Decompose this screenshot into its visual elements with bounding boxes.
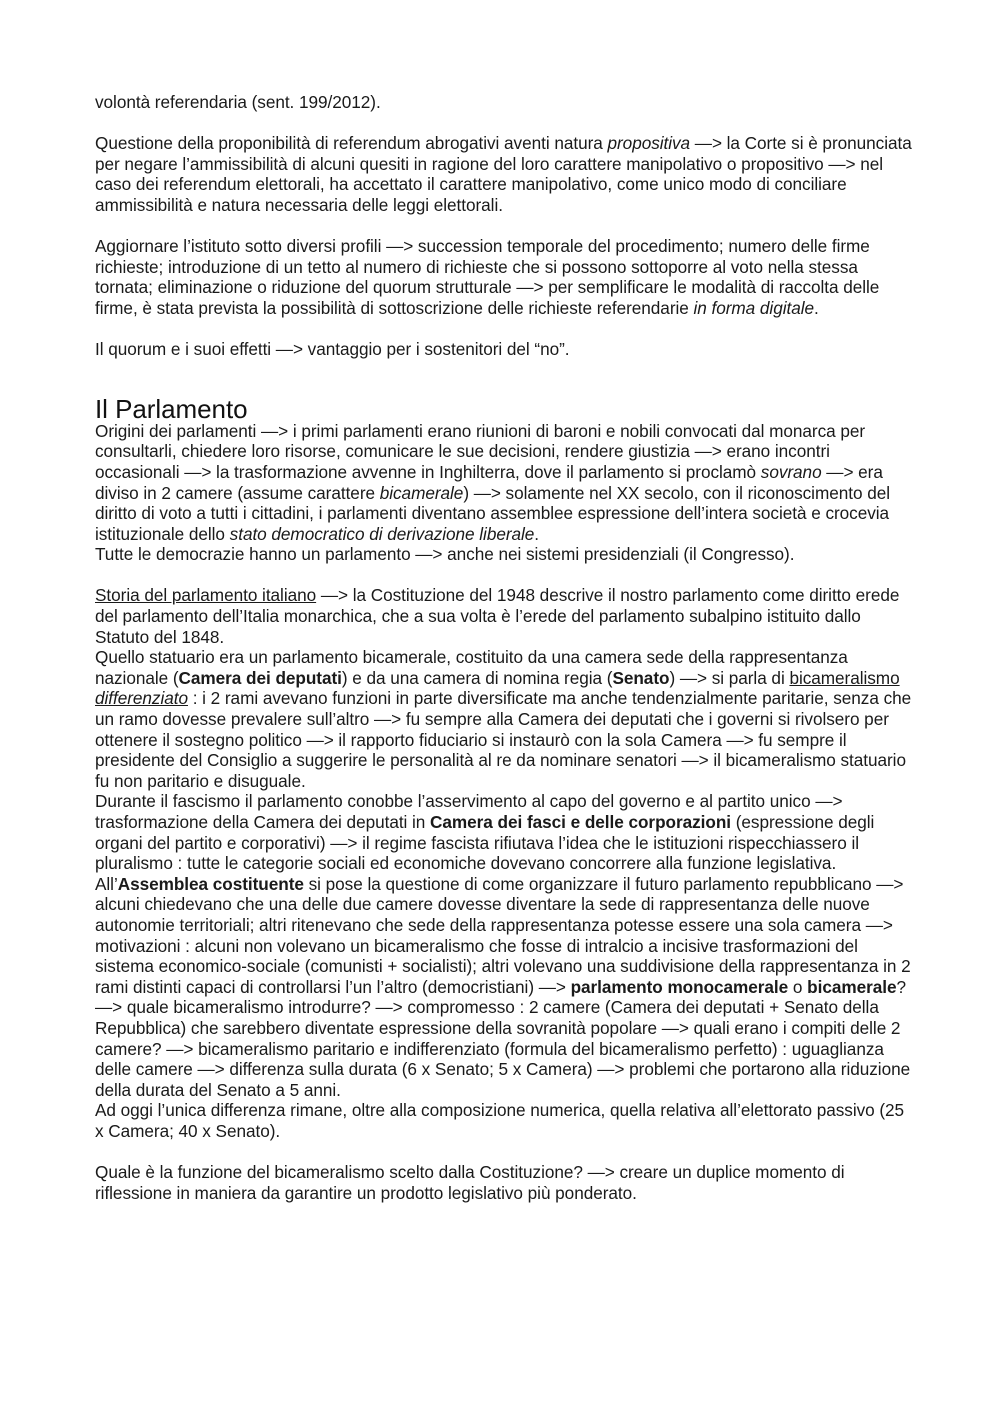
document-page: [95, 92, 915, 1203]
paragraph-quorum: Il quorum e i suoi effetti —> vantaggio per i sostenitori del “no”.: [95, 339, 570, 360]
paragraph-italian-history: Storia del parlamento italiano —> la Costituzione del 1948 descrive il nostro parlamento come diritto erede del parlamento dell’Italia monarchica, che a sua volta è l’erede del parlamento subalpino istituito dallo Statuto del 1848.: [95, 585, 900, 647]
paragraph-function-bicameralism: Quale è la funzione del bicameralismo scelto dalla Costituzione? —> creare un duplice momento di riflessione in maniera da garantire un prodotto legislativo più ponderato.: [95, 1162, 845, 1203]
paragraph-democracies: Tutte le democrazie hanno un parlamento —> anche nei sistemi presidenziali (il Congresso).: [95, 544, 795, 565]
paragraph-propositive-referendum: Questione della proponibilità di referendum abrogativi aventi natura propositiva —> la Corte si è pronunciata per negare l’ammissibilità di alcuni quesiti in ragione del loro carattere manipolativo o propositivo —> nel caso dei referendum elettorali, ha accettato il carattere manipolativo, come unico modo di conciliare ammissibilità e natura necessaria delle leggi elettorali.: [95, 133, 912, 215]
paragraph-fascism: Durante il fascismo il parlamento conobbe l’asservimento al capo del governo e al partito unico —> trasformazione della Camera dei deputati in Camera dei fasci e delle corporazioni (espressione degli organi del partito e corporativi) —> il regime fascista rifiutava l’idea che le istituzioni rispecchiassero il pluralismo : tutte le categorie sociali ed economiche dovevano concorrere alla funzione legislativa.: [95, 791, 875, 874]
paragraph-referendum-will: volontà referendaria (sent. 199/2012).: [95, 92, 381, 112]
paragraph-update-institute: Aggiornare l’istituto sotto diversi profili —> succession temporale del procedimento; numero delle firme richieste; introduzione di un tetto al numero di richieste che si possono sottoporre al voto nella stessa tornata; eliminazione o riduzione del quorum strutturale —> per semplificare le modalità di raccolta delle firme, è stata prevista la possibilità di sottoscrizione delle richieste referendarie in forma digitale.: [95, 236, 880, 318]
paragraph-statutory-parliament: Quello statuario era un parlamento bicamerale, costituito da una camera sede della rappresentanza nazionale (Camera dei deputati) e da una camera di nomina regia (Senato) —> si parla di bicameralismo differenziato : i 2 rami avevano funzioni in parte diversificate ma anche tendenzialmente paritarie, senza che un ramo dovesse prevalere sull’altro —> fu sempre alla Camera dei deputati che i governi si rivolsero per ottenere il sostegno politico —> il rapporto fiduciario si instaurò con la sola Camera —> fu sempre il presidente del Consiglio a suggerire le personalità al re da nominare senatori —> il bicameralismo statuario fu non paritario e disuguale.: [95, 647, 912, 791]
section-heading-parliament: Il Parlamento: [95, 393, 248, 424]
paragraph-today-difference: Ad oggi l’unica differenza rimane, oltre alla composizione numerica, quella relativa all’elettorato passivo (25 x Camera; 40 x Senato).: [95, 1100, 905, 1141]
paragraph-origins: Origini dei parlamenti —> i primi parlamenti erano riunioni di baroni e nobili convocati dal monarca per consultarli, chiedere loro risorse, comunicare le sue decisioni, rendere giustizia —> erano incontri occasionali —> la trasformazione avvenne in Inghilterra, dove il parlamento si proclamò sovrano —> era diviso in 2 camere (assume carattere bicamerale) —> solamente nel XX secolo, con il riconoscimento del diritto di voto a tutti i cittadini, i parlamenti diventano assemblee espressione dell’intera società e crocevia istituzionale dello stato democratico di derivazione liberale.: [95, 420, 890, 544]
paragraph-constituent-assembly: All’Assemblea costituente si pose la questione di come organizzare il futuro parlamento repubblicano —> alcuni chiedevano che una delle due camere dovesse diventare la sede di rappresentanza delle nuove autonomie territoriali; altri ritenevano che sede della rappresentanza potesse essere una sola camera —> motivazioni : alcuni non volevano un bicameralismo che fosse di intralcio a incisive trasformazioni del sistema economico-sociale (comunisti + socialisti); altri volevano una suddivisione della rappresentanza in 2 rami distinti capaci di controllarsi l’un l’altro (democristiani) —> parlamento monocamerale o bicamerale? —> quale bicameralismo introdurre? —> compromesso : 2 camere (Camera dei deputati + Senato della Repubblica) che sarebbero diventate espressione della sovranità popolare —> quali erano i compiti delle 2 camere? —> bicameralismo paritario e indifferenziato (formula del bicameralismo perfetto) : uguaglianza delle camere —> differenza sulla durata (6 x Senato; 5 x Camera) —> problemi che portarono alla riduzione della durata del Senato a 5 anni.: [95, 873, 911, 1100]
